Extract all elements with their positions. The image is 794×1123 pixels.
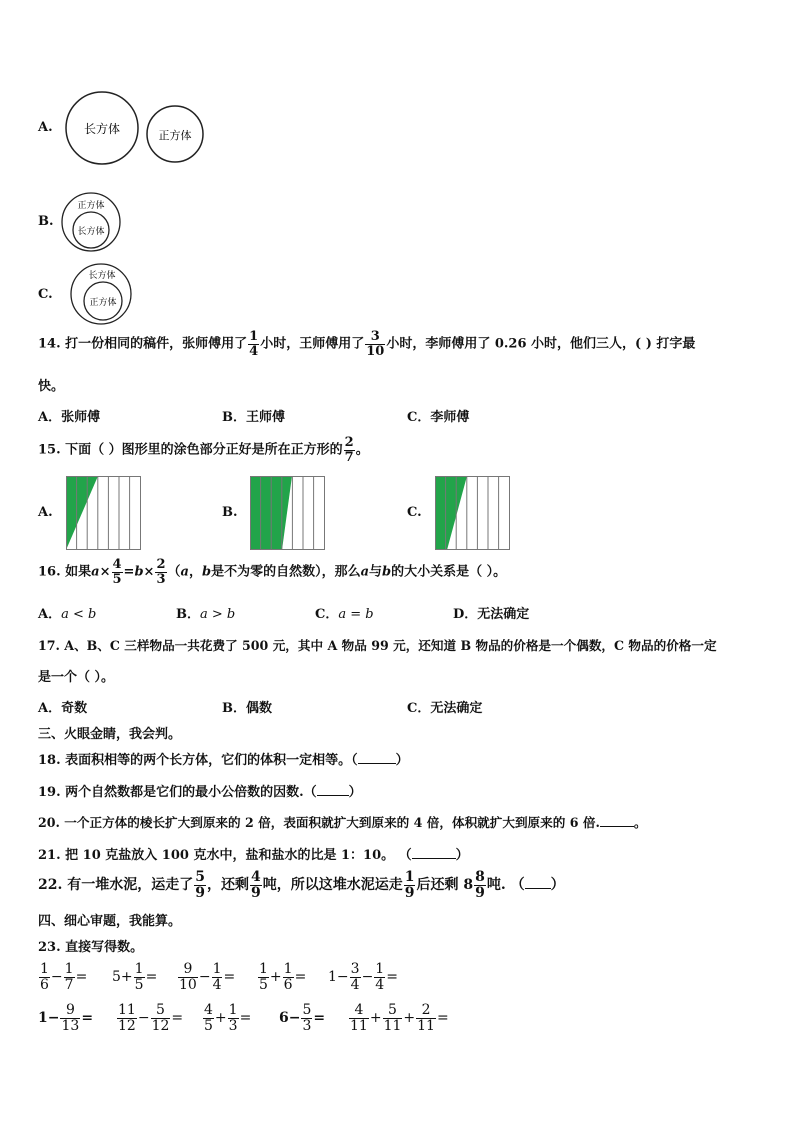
question-14 [38, 330, 695, 358]
fraction-1-9: $\frac{1}{9}$ [404, 869, 415, 901]
cube-label: 正方体 [77, 201, 105, 211]
q17-option-a[interactable]: A．奇数 [38, 701, 88, 716]
section-4-heading: 四、细心审题，我能算。 [38, 914, 182, 929]
cube-label: 正方体 [158, 129, 192, 142]
q14-option-a[interactable]: A．张师傅 [38, 410, 101, 425]
fraction-5-9: $\frac{5}{9}$ [195, 869, 205, 901]
q17-text-1: 17. A、B、C 三样物品一共花费了 500 元，其中 A 物品 99 元，还知道 B 物品的价格是一个偶数，C 物品的价格一定 [38, 638, 717, 653]
q14-option-c[interactable]: C．李师傅 [407, 410, 470, 425]
answer-blank[interactable] [358, 751, 396, 764]
q14-text-4: 快。 [38, 379, 65, 394]
fraction-4-5: $\frac{4}{5}$ [112, 557, 122, 587]
answer-blank[interactable] [317, 783, 349, 796]
calc-2: 5+ $\frac{1}{5}$ = [112, 961, 158, 993]
q23-title: 23. 直接写得数。 [38, 940, 144, 955]
q13-option-c-label: C. [38, 287, 53, 302]
q15-text-1: 15. 下面（ ）图形里的涂色部分正好是所在正方形的 [38, 442, 343, 458]
question-19: 19. 两个自然数都是它们的最小公倍数的因数.（ ） [38, 785, 362, 800]
calc-6: 1− $\frac{9}{13}$ = [38, 1002, 94, 1034]
q15-square-c [435, 476, 511, 552]
question-16: 16. 如果a× $\frac{4}{5}$ =b× $\frac{2}{3}$ （a，b是不为零的自然数），那么a与b的大小关系是（ ）。 [38, 557, 507, 587]
calc-4: $\frac{1}{5}$ + $\frac{1}{6}$ = [259, 961, 307, 993]
fraction-2-3: $\frac{2}{3}$ [156, 557, 166, 587]
cuboid-label: 长方体 [88, 271, 116, 281]
calc-7: $\frac{11}{12}$ − $\frac{5}{12}$ = [118, 1002, 184, 1034]
fraction-3-10: $\frac{3}{10}$ [366, 329, 385, 359]
question-18: 18. 表面积相等的两个长方体，它们的体积一定相等。（ ） [38, 753, 409, 768]
q15-option-b[interactable]: B. [222, 505, 238, 520]
cuboid-label: 长方体 [77, 227, 105, 237]
q13-diagram-c [66, 262, 136, 326]
q15-square-a [66, 476, 142, 552]
question-21: 21. 把 10 克盐放入 100 克水中，盐和盐水的比是 1：10。 （ ） [38, 848, 469, 863]
q17-option-b[interactable]: B．偶数 [222, 701, 272, 716]
section-3-heading: 三、火眼金睛，我会判。 [38, 727, 182, 742]
fraction-1-4: $\frac{1}{4}$ [249, 329, 259, 359]
q13-option-b-label: B. [38, 214, 54, 229]
q16-text-1: 16. 如果 [38, 564, 92, 580]
q17-option-c[interactable]: C．无法确定 [407, 701, 483, 716]
q15-option-c[interactable]: C. [407, 505, 422, 520]
q17-text-2: 是一个（ ）。 [38, 670, 115, 685]
q14-text-3: 小时，李师傅用了 0.26 小时，他们三人，( ) 打字最 [386, 336, 696, 352]
q14-option-b[interactable]: B．王师傅 [222, 410, 285, 425]
q16-option-a[interactable]: A．a < b [38, 607, 97, 622]
question-20: 20. 一个正方体的棱长扩大到原来的 2 倍，表面积就扩大到原来的 4 倍，体积就扩大到原来的 6 倍. 。 [38, 815, 647, 830]
shaded-region [435, 476, 467, 550]
shaded-region [66, 476, 98, 550]
answer-blank[interactable] [600, 814, 634, 827]
answer-blank[interactable] [525, 876, 551, 889]
cuboid-label: 长方体 [83, 122, 121, 136]
question-22: 22. 有一堆水泥，运走了 $\frac{5}{9}$ ，还剩 $\frac{4}{9}$ 吨，所以这堆水泥运走 $\frac{1}{9}$ 后还剩 8 $\frac{8}{9}$ 吨. （ ） [38, 869, 565, 901]
calc-8: $\frac{4}{5}$ + $\frac{1}{3}$ = [204, 1002, 252, 1034]
q16-option-c[interactable]: C．a = b [315, 607, 374, 622]
q15-option-a[interactable]: A. [38, 505, 53, 520]
fraction-4-9: $\frac{4}{9}$ [250, 869, 261, 901]
cube-label: 正方体 [89, 298, 117, 308]
calc-1: $\frac{1}{6}$ − $\frac{1}{7}$ = [40, 961, 88, 993]
q13-option-a-label: A. [38, 120, 53, 135]
calc-9: 6− $\frac{5}{3}$ = [279, 1002, 326, 1034]
q16-option-b[interactable]: B．a > b [176, 607, 236, 622]
q15-text-2: 。 [355, 442, 369, 458]
answer-blank[interactable] [412, 846, 456, 859]
q15-square-b [250, 476, 326, 552]
q14-text-2: 小时，王师傅用了 [260, 336, 365, 352]
calc-10: $\frac{4}{11}$ + $\frac{5}{11}$ + $\frac{2}{11}$ = [350, 1002, 449, 1034]
calc-3: $\frac{9}{10}$ − $\frac{1}{4}$ = [179, 961, 236, 993]
fraction-2-7: $\frac{2}{7}$ [344, 435, 354, 465]
q13-diagram-b [60, 190, 126, 254]
q16-option-d[interactable]: D．无法确定 [453, 607, 530, 622]
fraction-8-9: $\frac{8}{9}$ [475, 869, 485, 901]
calc-5: 1− $\frac{3}{4}$ − $\frac{1}{4}$ = [328, 961, 398, 993]
q14-text-1: 14. 打一份相同的稿件，张师傅用了 [38, 336, 248, 352]
q13-diagram-a [64, 88, 214, 170]
question-15 [38, 436, 369, 464]
